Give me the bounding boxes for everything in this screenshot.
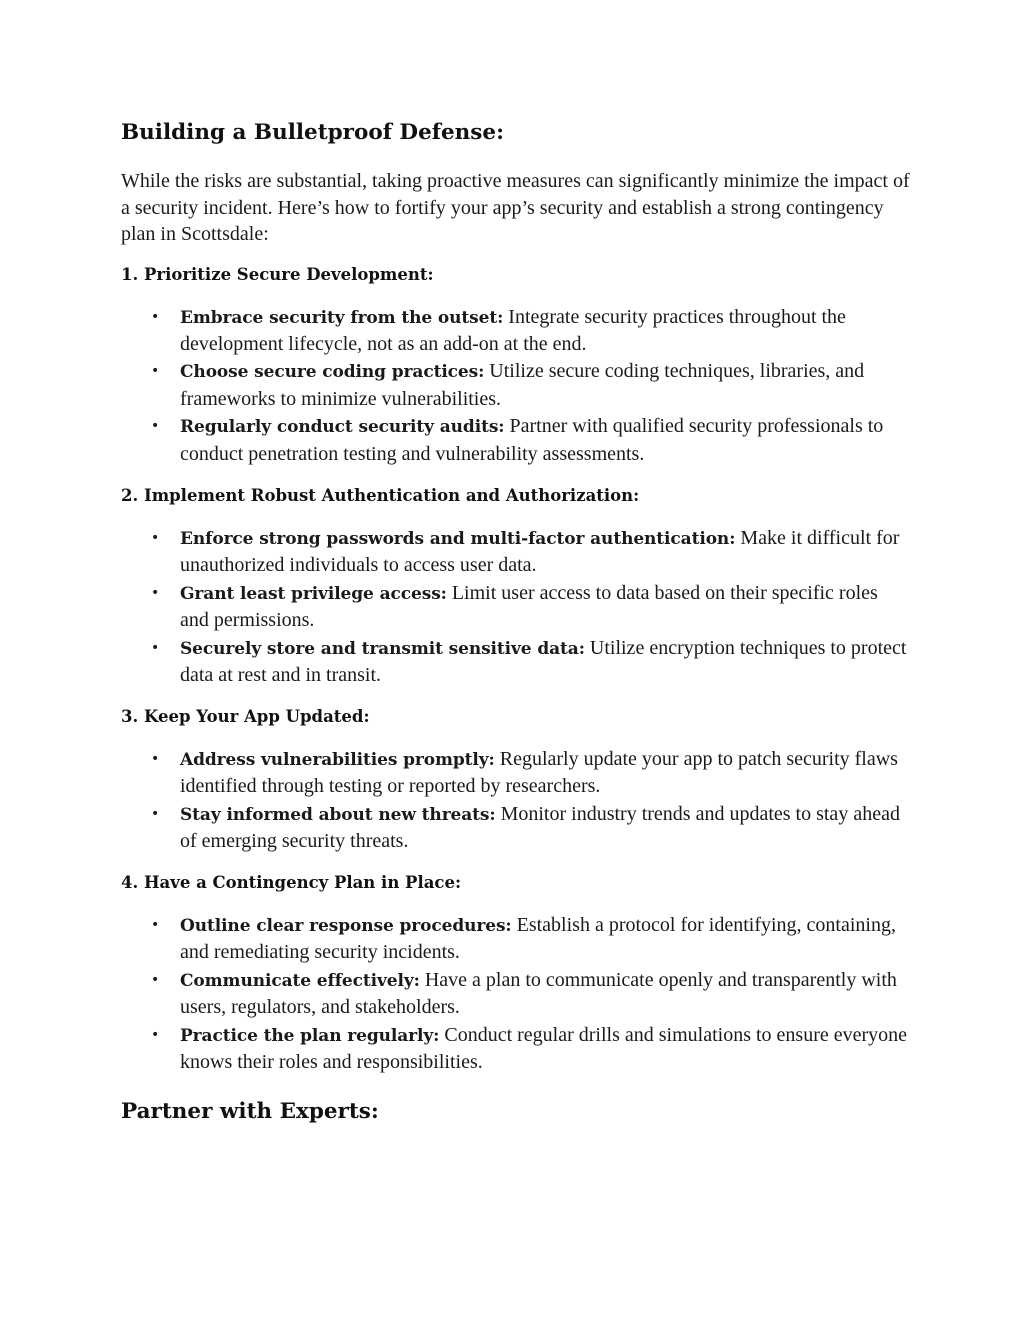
list-item-lead: Enforce strong passwords and multi-factor authentication: xyxy=(180,528,736,549)
list-item-text: Monitor industry trends and updates to stay ahead of emerging security threats. xyxy=(180,802,900,853)
subsection-title: 1. Prioritize Secure Development: xyxy=(121,264,434,284)
bullet-icon: • xyxy=(151,418,160,435)
sections-container xyxy=(121,262,924,1076)
list-item-text: Limit user access to data based on their specific roles and permissions. xyxy=(180,581,878,631)
bullet-icon: • xyxy=(151,1027,160,1044)
bullet-icon: • xyxy=(151,805,160,822)
bullet-list xyxy=(121,304,924,467)
subsection-title: 4. Have a Contingency Plan in Place: xyxy=(121,873,462,893)
list-item-lead: Choose secure coding practices: xyxy=(180,362,485,383)
list-item-text: Make it difficult for unauthorized individuals to access user data. xyxy=(180,526,900,576)
list-item xyxy=(121,525,910,578)
list-item xyxy=(121,635,910,688)
bullet-icon: • xyxy=(151,584,160,601)
list-item-text: Partner with qualified security professionals to conduct penetration testing and vulnerability assessments. xyxy=(180,415,884,465)
list-item-text: Utilize encryption techniques to protect data at rest and in transit. xyxy=(180,636,907,686)
list-item-lead: Securely store and transmit sensitive data: xyxy=(180,638,585,659)
subsection-title: 2. Implement Robust Authentication and Authorization: xyxy=(121,485,640,505)
bullet-icon: • xyxy=(151,639,160,656)
list-item-text: Integrate security practices throughout the development lifecycle, not as an add-on at the end. xyxy=(180,305,846,355)
list-item-lead: Address vulnerabilities promptly: xyxy=(180,749,495,770)
bullet-icon: • xyxy=(151,750,160,767)
next-section-heading: Partner with Experts: xyxy=(121,1099,379,1125)
list-item xyxy=(121,580,910,633)
list-item-text: Have a plan to communicate openly and transparently with users, regulators, and stakeholders. xyxy=(180,969,897,1019)
list-item xyxy=(121,358,910,411)
list-item-lead: Practice the plan regularly: xyxy=(180,1026,440,1047)
bullet-icon: • xyxy=(151,972,160,989)
bullet-icon: • xyxy=(151,363,160,380)
list-item xyxy=(121,967,910,1020)
bullet-icon: • xyxy=(151,308,160,325)
list-item-lead: Regularly conduct security audits: xyxy=(180,417,505,438)
list-item-lead: Communicate effectively: xyxy=(180,971,420,992)
intro-paragraph: While the risks are substantial, taking proactive measures can significantly minimize the impact of a security incident. Here’s how to fortify your app’s security and establish a strong contingency plan in Scottsdale: xyxy=(121,170,910,245)
list-item-text: Regularly update your app to patch security flaws identified through testing or reported by researchers. xyxy=(180,747,898,798)
list-item xyxy=(121,1022,910,1075)
bullet-list xyxy=(121,525,924,688)
list-item xyxy=(121,413,910,466)
bullet-icon: • xyxy=(151,917,160,934)
subsection-title: 3. Keep Your App Updated: xyxy=(121,706,370,726)
list-item xyxy=(121,304,910,357)
list-item-lead: Embrace security from the outset: xyxy=(180,307,504,328)
list-item-text: Establish a protocol for identifying, containing, and remediating security incidents. xyxy=(180,914,896,964)
section-heading: Building a Bulletproof Defense: xyxy=(121,120,505,145)
list-item xyxy=(121,746,910,799)
list-item xyxy=(121,801,910,854)
bullet-list xyxy=(121,746,924,854)
list-item-text: Conduct regular drills and simulations to ensure everyone knows their roles and responsibilities. xyxy=(180,1024,908,1074)
list-item-lead: Outline clear response procedures: xyxy=(180,916,512,937)
list-item-lead: Stay informed about new threats: xyxy=(180,804,496,825)
list-item-text: Utilize secure coding techniques, libraries, and frameworks to minimize vulnerabilities. xyxy=(180,360,865,410)
bullet-icon: • xyxy=(151,529,160,546)
list-item xyxy=(121,912,910,965)
list-item-lead: Grant least privilege access: xyxy=(180,583,447,604)
bullet-list xyxy=(121,912,924,1075)
